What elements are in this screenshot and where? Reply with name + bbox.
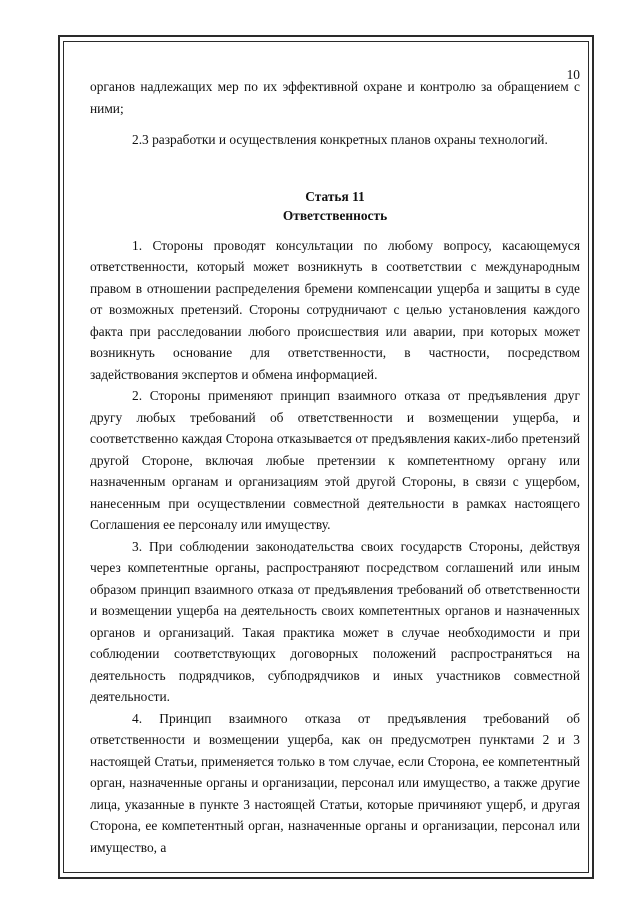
paragraph-1: 1. Стороны проводят консультации по любому вопросу, касающемуся ответственности, который может возникнуть в соответствии с международным правом в отношении распределения бремени компенсации ущерба и защиты в суде от возможных претензий. Стороны сотрудничают с целью установления каждого факта при расследовании любого происшествия или аварии, при которых может возникнуть основание для ответственности, в частности, посредством задействования экспертов и обмена информацией. [90, 237, 580, 382]
page-number: 10 [566, 67, 580, 82]
paragraph-2: 2. Стороны применяют принцип взаимного отказа от предъявления друг другу любых требований об ответственности и возмещении ущерба, и соответственно каждая Сторона отказывается от предъявления каких-либо претензий другой Стороне, включая любые претензии к компетентному органу или назначенным органам и организациям этой другой Стороны, в связи с ущербом, нанесенным при осуществлении совместной деятельности в рамках настоящего Соглашения ее персоналу или имуществу. [90, 388, 580, 532]
paragraph-3: 3. При соблюдении законодательства своих государств Стороны, действуя через компетентные органы, распространяют посредством соглашений или иным образом принцип взаимного отказа от предъявления требований об ответственности и возмещении ущерба на деятельность своих компетентных органов и назначенных органов и организаций. Такая практика может в случае необходимости и при соблюдении соответствующих договорных положений распространяться на деятельность подрядчиков, субподрядчиков и иных участников совместной деятельности. [90, 538, 580, 704]
lead-paragraph: органов надлежащих мер по их эффективной охране и контролю за обращением с ними; [90, 79, 580, 116]
article-number: Статья 11 [305, 188, 365, 204]
paragraph-4: 4. Принцип взаимного отказа от предъявления требований об ответственности и возмещении ущерба, как он предусмотрен пунктами 2 и 3 настоящей Статьи, применяется только в том случае, если Сторона, ее компетентный орган, назначенные органы и организации, персонал или имущество, а также другие лица, указанные в пункте 3 настоящей Статьи, которые причиняют ущерб, и другая Сторона, ее компетентный орган, назначенные органы и организации, персонал или имущество, а [90, 710, 580, 855]
document-body [90, 64, 580, 858]
article-title: Ответственность [282, 207, 388, 223]
item-2-3: 2.3 разработки и осуществления конкретных планов охраны технологий. [132, 132, 548, 147]
